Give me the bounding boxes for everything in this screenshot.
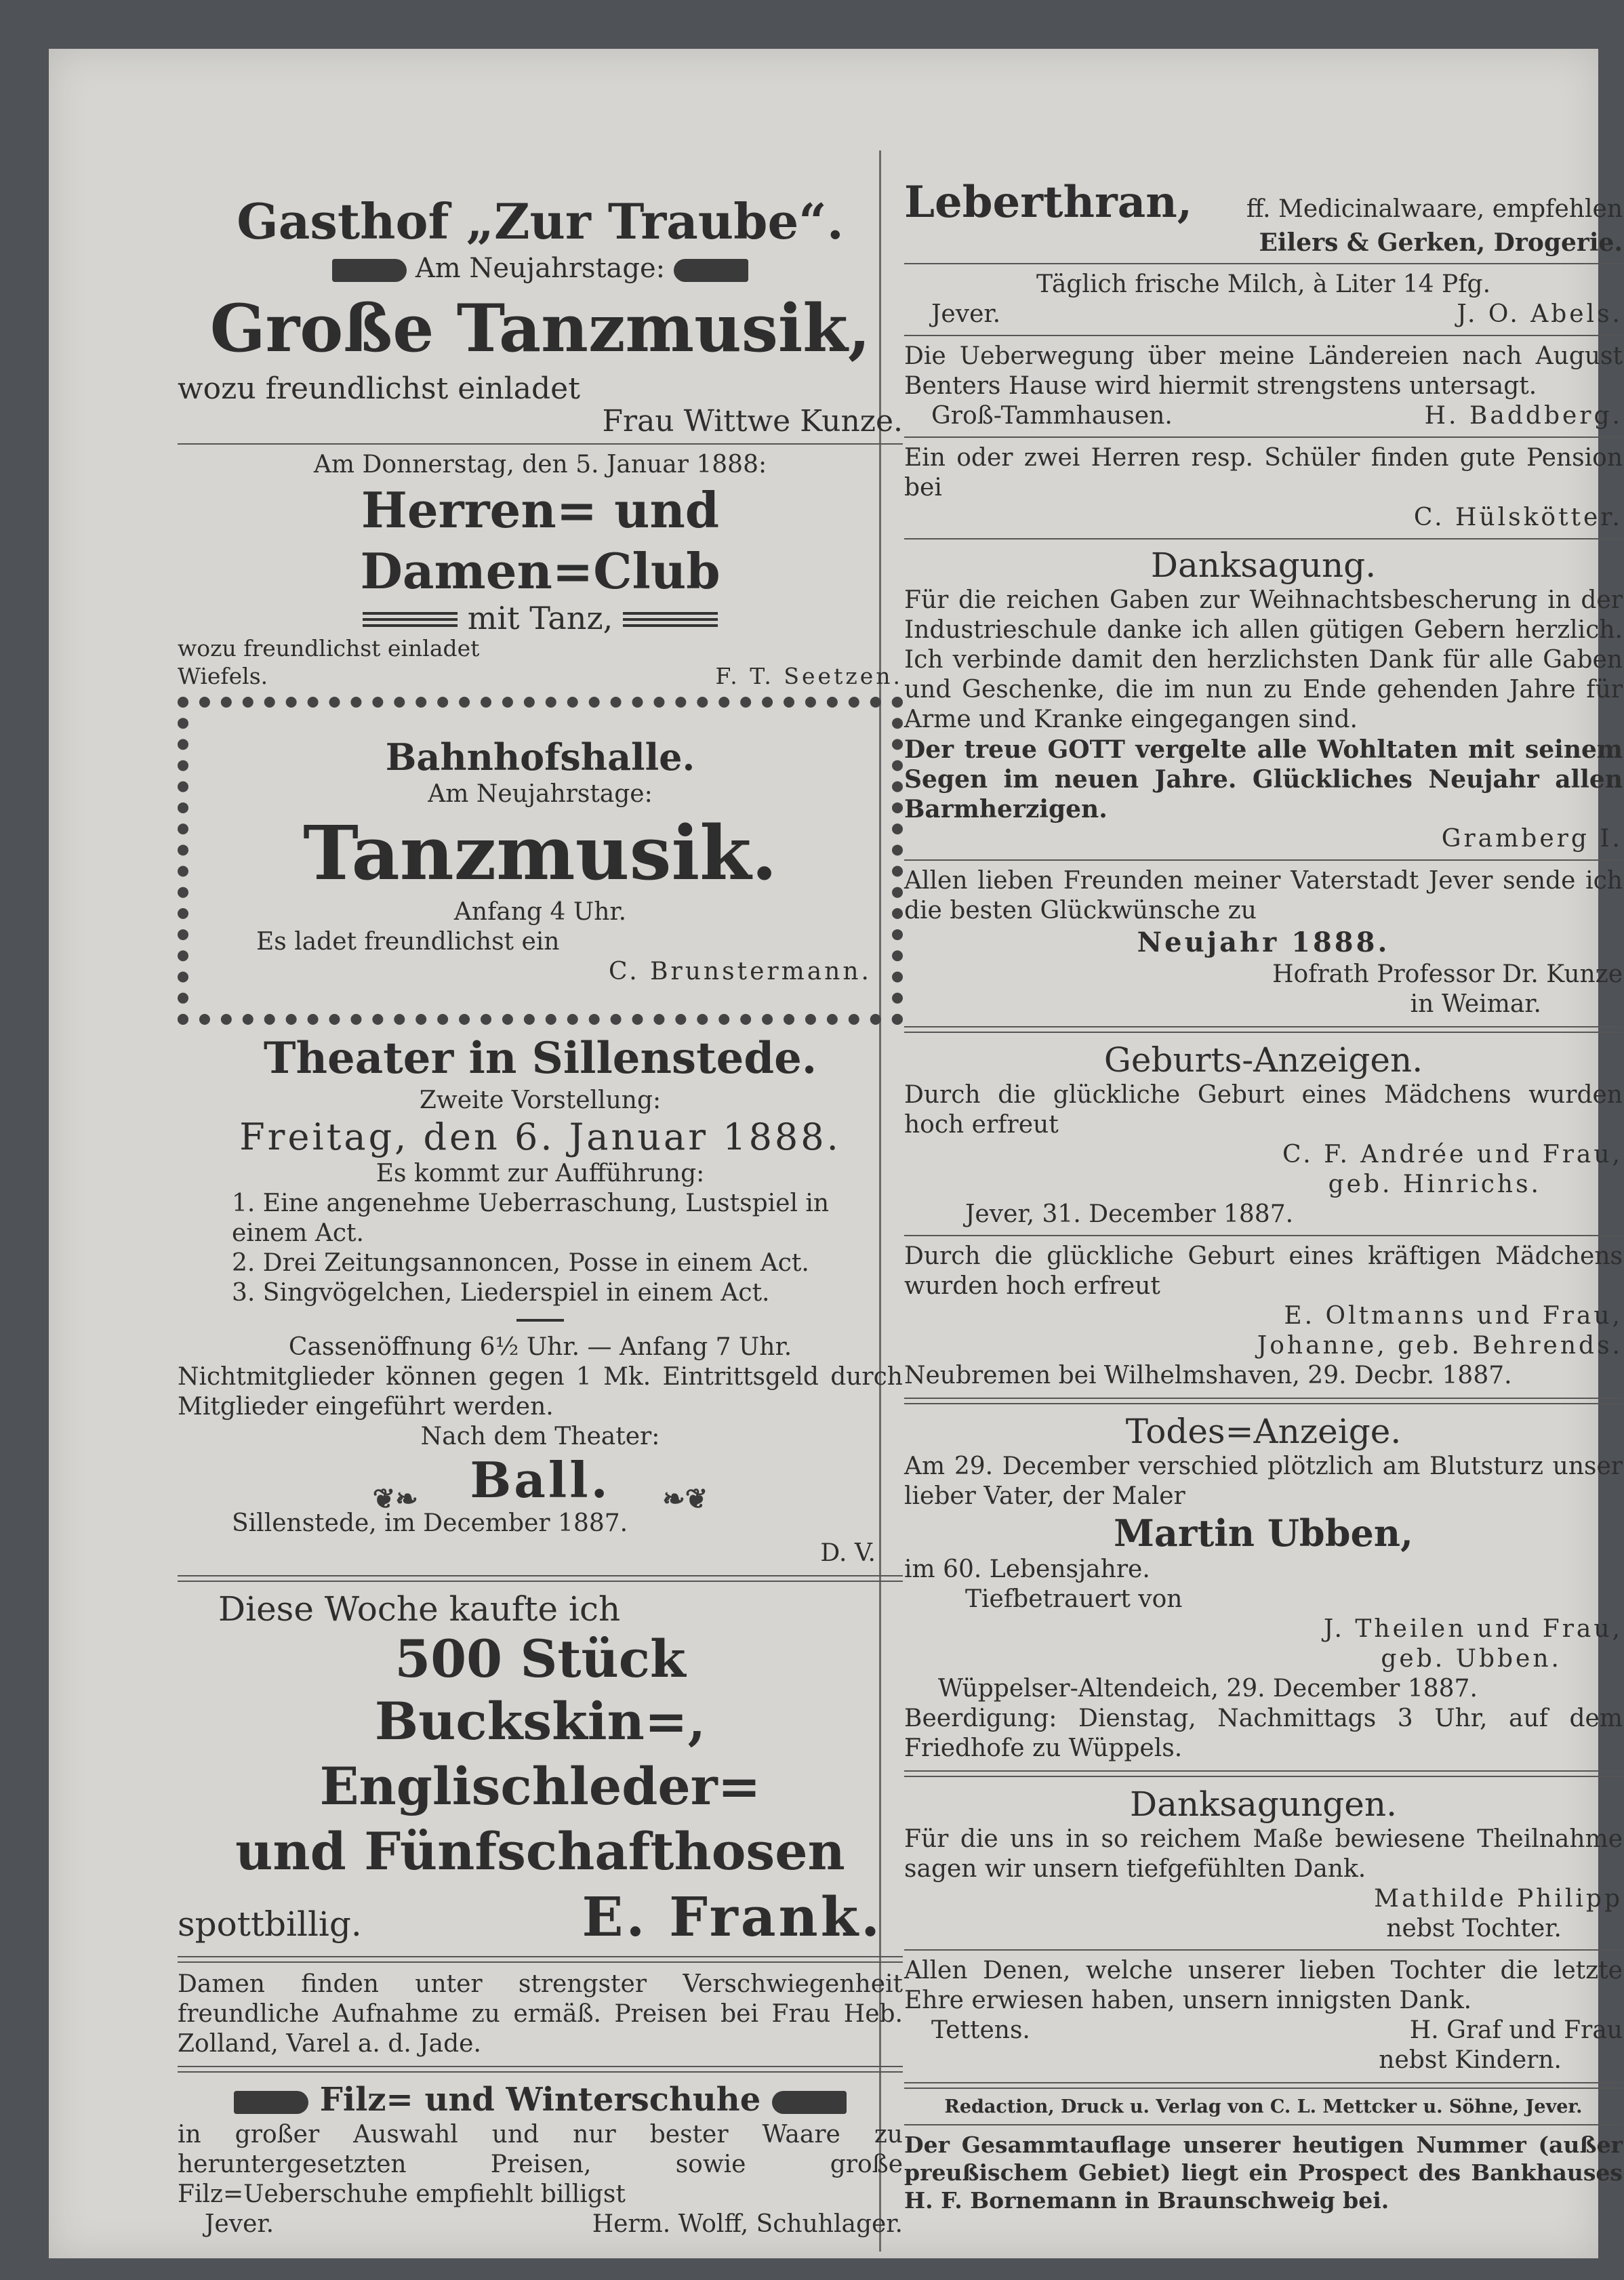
ad-theater-guests: Nichtmitglieder können gegen 1 Mk. Eintrittsgeld durch Mitglieder eingeführt werden. [178,1363,903,1421]
ad-frank-line4: und Fünfschafthosen [235,1821,845,1881]
separator [904,859,1623,861]
ad-dank2-title: Danksagungen. [1130,1785,1397,1824]
ad-bahnhof-host: C. Brunstermann. [608,958,872,985]
ad-club-invite: wozu freundlichst einladet [178,635,480,661]
ad-frank [178,1589,903,1949]
ad-dank3-sign2: nebst Kindern. [1379,2046,1562,2074]
ad-bahnhof-event: Tanzmusik. [303,809,777,897]
separator [904,1235,1623,1236]
ad-tod-sign1: J. Theilen und Frau, [1323,1615,1623,1643]
separator [904,335,1623,336]
ad-theater-place: Sillenstede, im December 1887. [232,1509,628,1537]
ad-frank-line1: Diese Woche kaufte ich [218,1589,621,1629]
separator [178,443,903,445]
ad-leber-text: ff. Medicinalwaare, empfehlen [1246,195,1623,223]
ad-wolff [178,2079,903,2239]
ad-traube-event: Große Tanzmusik, [209,290,871,367]
ad-traube-invite: wozu freundlichst einladet [178,371,580,406]
ad-baddberg-place: Groß-Tammhausen. [931,402,1173,430]
program-item: 1. Eine angenehme Ueberraschung, Lustspiel in einem Act. [232,1189,830,1247]
ad-theater-sub: Zweite Vorstellung: [419,1086,662,1114]
ad-theater-intro: Es kommt zur Aufführung: [375,1160,705,1187]
ornament-icon: ❧❦ [662,1483,708,1515]
ad-theater-after: Nach dem Theater: [420,1423,660,1450]
ad-kunze [904,866,1623,1019]
ad-bahnhof [178,697,903,1025]
ad-theater-ball: Ball. [470,1451,611,1509]
short-rule [516,1319,564,1322]
ad-frank-line3: Buckskin=, Englischleder= [319,1691,761,1816]
ad-dank1-sign: Gramberg I. [1441,825,1623,853]
separator [904,1398,1623,1404]
ad-wolff-place: Jever. [205,2210,275,2238]
ad-damen: Damen finden unter strengster Verschwiegenheit freundliche Aufnahme zu ermäß. Preisen bei Frau Heb. Zolland, Varel a. d. Jade. [178,1970,903,2058]
ad-bahnhof-date: Am Neujahrstage: [428,780,653,808]
ad-geburt-text2: Durch die glückliche Geburt eines kräftigen Mädchens wurden hoch erfreut [904,1242,1623,1300]
ad-kunze-sign1: Hofrath Professor Dr. Kunze [1272,960,1623,988]
separator [904,2082,1623,2089]
ad-frank-line2: 500 Stück [394,1629,686,1689]
ad-traube [178,191,903,438]
ad-geburt-sign1a: C. F. Andrée und Frau, [1282,1141,1623,1168]
ad-kunze-sign2: in Weimar. [1410,990,1541,1018]
right-column [904,150,1623,2214]
ad-tod [904,1411,1623,1764]
ad-dank2-text: Für die uns in so reichem Maße bewiesene Theilnahme sagen wir unsern tiefgefühlten Dank. [904,1825,1623,1883]
ad-tod-title: Todes=Anzeige. [1125,1412,1402,1451]
separator [178,2066,903,2073]
ad-traube-date: Am Neujahrstage: [415,253,666,284]
ad-leber [904,178,1623,258]
ad-geburt-title: Geburts-Anzeigen. [1103,1040,1423,1080]
newspaper-page [49,49,1623,2258]
ad-baddberg [904,342,1623,431]
footer-notice: Der Gesammtauflage unserer heutigen Nummer (außer preußischem Gebiet) liegt ein Prospect des Bankhauses H. F. Bornemann in Braunschweig bei. [904,2132,1623,2214]
ad-bahnhof-title: Bahnhofshalle. [385,735,695,779]
ad-pension-sign: C. Hülskötter. [1413,504,1623,531]
ad-club [178,450,903,690]
ad-club-host: F. T. Seetzen. [715,663,903,689]
ad-tod-age: im 60. Lebensjahre. [904,1555,1150,1583]
ad-geburt-text1: Durch die glückliche Geburt eines Mädchens wurden hoch erfreut [904,1081,1623,1139]
ad-dank1-text: Für die reichen Gaben zur Weihnachtsbescherung in der Industrieschule danke ich allen gütigen Gebern herzlich. Ich verbinde damit den herzlichsten Dank für alle Gaben und Geschenke, die im nun zu Ende gehenden Jahre für Arme und Kranke eingegangen sind. [904,586,1623,733]
ad-geburt [904,1040,1623,1391]
pointing-hand-icon [332,259,407,282]
ad-milch [904,270,1623,329]
ornament-icon: ❦❧ [372,1483,418,1515]
separator [904,263,1623,264]
ad-traube-host: Frau Wittwe Kunze. [602,404,903,439]
ad-theater-times: Cassenöffnung 6½ Uhr. — Anfang 7 Uhr. [288,1333,792,1361]
ad-wolff-title: Filz= und Winterschuhe [319,2081,761,2119]
ad-club-sub: mit Tanz, [467,600,613,636]
ad-tod-text: Am 29. December verschied plötzlich am Blutsturz unser lieber Vater, der Maler [904,1452,1623,1510]
ad-geburt-date1: Jever, 31. December 1887. [965,1200,1294,1228]
ad-geburt-date2: Neubremen bei Wilhelmshaven, 29. Decbr. 1887. [904,1362,1512,1389]
footer-imprint: Redaction, Druck u. Verlag von C. L. Mettcker u. Söhne, Jever. [944,2096,1583,2117]
decorative-bars [363,612,458,630]
ad-frank-seller: E. Frank. [582,1885,882,1949]
ad-leber-seller: Eilers & Gerken, Drogerie. [1259,228,1623,257]
ad-baddberg-text: Die Ueberwegung über meine Ländereien nach August Benters Hause wird hiermit strengstens untersagt. [904,342,1623,400]
ad-wolff-text: in großer Auswahl und nur bester Waare zu heruntergesetzten Preisen, sowie große Filz=Ueberschuhe empfiehlt billigst [178,2121,903,2208]
ad-geburt-sign1b: geb. Hinrichs. [1328,1170,1541,1198]
ad-dank2-sign2: nebst Tochter. [1386,1915,1562,1942]
ad-kunze-year: Neujahr 1888. [1137,927,1390,958]
ad-dank2 [904,1784,1623,1944]
ad-tod-sign2: geb. Ubben. [1381,1645,1562,1673]
ad-milch-text: Täglich frische Milch, à Liter 14 Pfg. [1036,270,1491,298]
ad-traube-title: Gasthof „Zur Traube“. [237,192,844,250]
ad-dank1 [904,545,1623,854]
pointing-hand-icon [674,259,748,282]
ad-milch-seller: J. O. Abels. [1457,300,1623,328]
separator [904,538,1623,540]
ad-dank2-sign1: Mathilde Philipp [1374,1885,1623,1913]
ad-tod-funeral: Beerdigung: Dienstag, Nachmittags 3 Uhr, auf dem Friedhofe zu Wüppels. [904,1705,1623,1762]
ad-frank-line5: spottbillig. [178,1905,362,1944]
pointing-hand-icon [772,2091,847,2114]
ad-theater-sign: D. V. [820,1539,876,1567]
ad-theater-title: Theater in Sillenstede. [263,1033,817,1084]
separator [178,1575,903,1582]
ad-dank3-sign1: H. Graf und Frau [1409,2016,1623,2044]
ad-kunze-text: Allen lieben Freunden meiner Vaterstadt Jever sende ich die besten Glückwünsche zu [904,867,1623,924]
ad-dank3 [904,1956,1623,2075]
decorative-bars [623,612,718,630]
ad-dank3-text: Allen Denen, welche unserer lieben Tochter die letzte Ehre erwiesen haben, unsern innigsten Dank. [904,1957,1623,2014]
separator [904,2124,1623,2125]
ad-pension [904,443,1623,533]
ad-baddberg-sign: H. Baddberg. [1424,402,1623,430]
program-item: 3. Singvögelchen, Liederspiel in einem Act. [232,1279,770,1307]
page-footer [904,2096,1623,2214]
left-column [178,150,903,2239]
ad-club-place: Wiefels. [178,663,268,689]
ad-geburt-sign2a: E. Oltmanns und Frau, [1284,1302,1623,1330]
ad-bahnhof-start: Anfang 4 Uhr. [453,898,627,926]
ad-theater [178,1032,903,1568]
ad-tod-date: Wüppelser-Altendeich, 29. December 1887. [938,1675,1478,1703]
ad-club-date: Am Donnerstag, den 5. Januar 1888: [313,451,767,479]
ad-milch-place: Jever. [931,300,1001,328]
separator [904,436,1623,438]
ad-theater-date: Freitag, den 6. Januar 1888. [239,1116,841,1158]
ad-theater-program [178,1189,903,1308]
program-item: 2. Drei Zeitungsannoncen, Posse in einem Act. [232,1249,809,1277]
ad-dank3-place: Tettens. [931,2016,1030,2044]
separator [178,1956,903,1963]
ad-pension-text: Ein oder zwei Herren resp. Schüler finden gute Pension bei [904,444,1623,502]
ad-leber-title: Leberthran, [904,177,1192,228]
ad-tod-mourn: Tiefbetrauert von [965,1585,1183,1613]
separator [904,1770,1623,1777]
pointing-hand-icon [234,2091,308,2114]
ad-bahnhof-invite: Es ladet freundlichst ein [256,928,560,956]
separator [904,1026,1623,1033]
separator [904,1949,1623,1951]
ad-dank1-title: Danksagung. [1150,546,1377,585]
ad-club-title: Herren= und Damen=Club [360,481,720,600]
ad-wolff-seller: Herm. Wolff, Schuhlager. [592,2210,903,2238]
ad-dank1-bold: Der treue GOTT vergelte alle Wohltaten mit seinem Segen im neuen Jahre. Glückliches Neujahr allen Barmherzigen. [904,735,1623,823]
ad-tod-name: Martin Ubben, [1114,1511,1413,1555]
ad-geburt-sign2b: Johanne, geb. Behrends. [1257,1332,1623,1360]
